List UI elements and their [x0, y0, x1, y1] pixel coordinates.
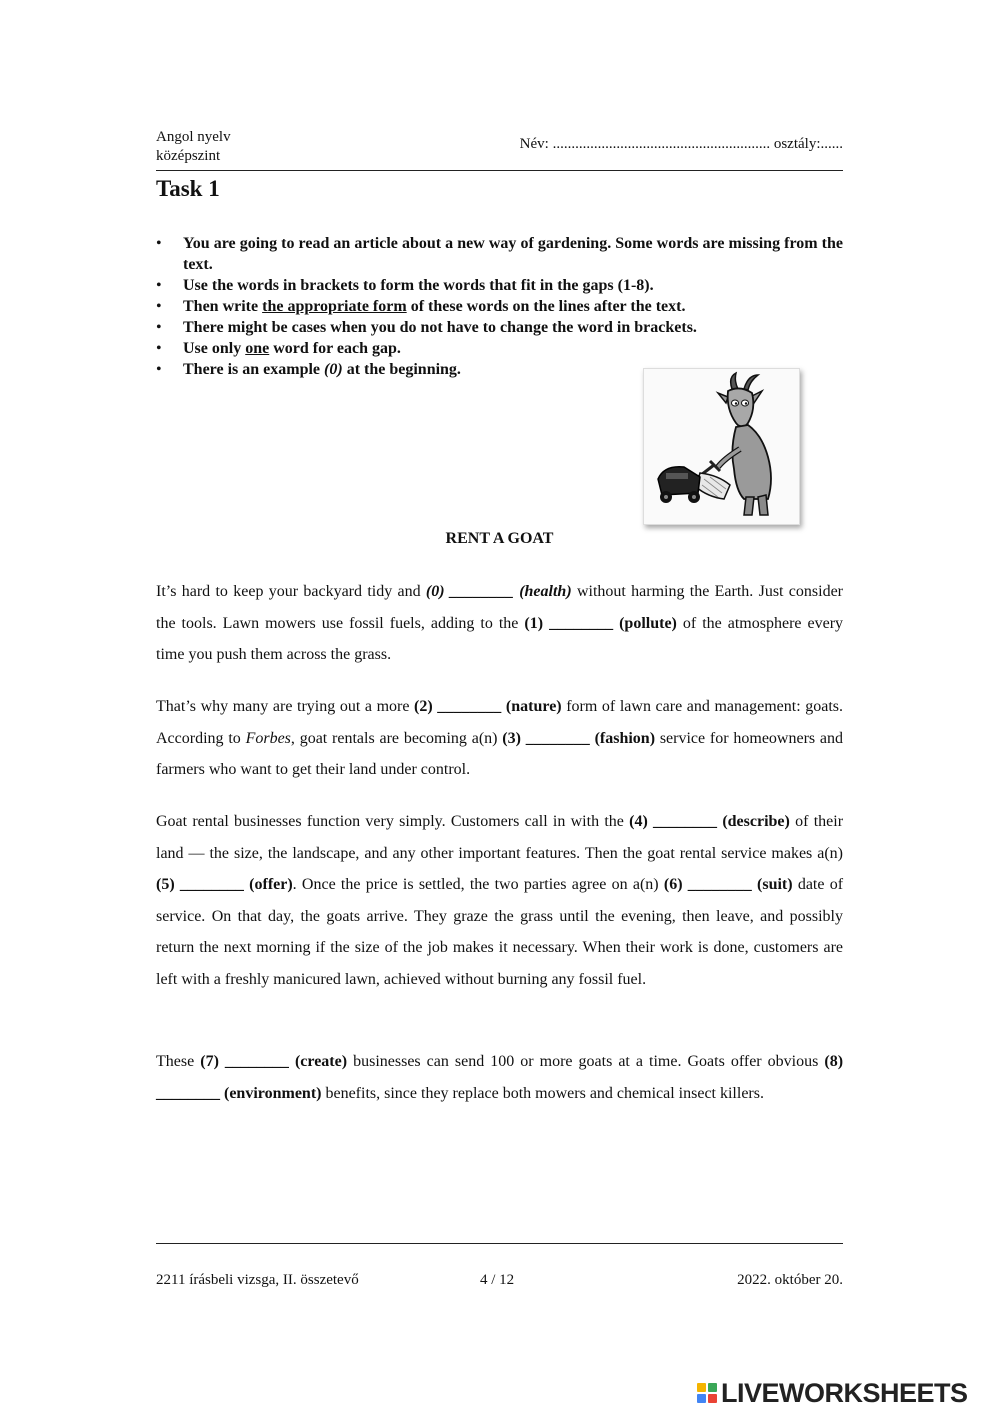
logo-square [697, 1394, 706, 1403]
footer-exam-code: 2211 írásbeli vizsga, II. összetevő [156, 1272, 359, 1288]
article-title: RENT A GOAT [445, 530, 554, 547]
footer-page-number: 4 / 12 [480, 1272, 515, 1288]
gap-6: (6) ________ [663, 876, 752, 893]
cue-word-0: (health) [519, 583, 572, 600]
footer-rule [156, 1243, 843, 1244]
logo-square [697, 1383, 706, 1392]
cue-word-8: (environment) [224, 1084, 322, 1102]
logo-text: LIVEWORKSHEETS [721, 1377, 968, 1408]
cue-word-2: (nature) [505, 698, 562, 715]
goat-mower-illustration [643, 368, 800, 525]
cue-word-7: (create) [294, 1053, 348, 1070]
instruction-list [156, 233, 843, 380]
subject-line-2: középszint [156, 148, 221, 164]
gap-4: (4) ________ [629, 813, 718, 830]
gap-2: (2) ________ [414, 698, 502, 715]
cue-word-5: (offer) [249, 876, 293, 893]
subject-line-1: Angol nyelv [156, 129, 231, 145]
logo-square [708, 1383, 717, 1392]
footer-date: 2022. október 20. [737, 1272, 843, 1288]
forbes-label: Forbes [245, 729, 291, 747]
logo-mark-icon [697, 1383, 717, 1403]
gap-1: (1) ________ [524, 614, 614, 632]
instruction-item: • Use the words in brackets to form the words that fit in the gaps (1-8). [156, 275, 843, 296]
instruction-item: • There might be cases when you do not have to change the word in brackets. [156, 317, 843, 338]
paragraph-1: It’s hard to keep your backyard tidy and (0) ________ (health) without harming the Earth. Just consider the tools. Lawn mowers use fossil fuels, adding to the (1) ________ (pollute) of the atmosphere every time you push them across the grass. [156, 583, 844, 663]
gap-8: (8) ________ [156, 1053, 844, 1102]
instruction-item: • You are going to read an article about a new way of gardening. Some words are missing from the text. [156, 233, 843, 275]
paragraph-3: Goat rental businesses function very simply. Customers call in with the (4) ________ (describe) of their land — the size, the landscape, and any other important features. Then the goat rental service makes a(n) (5) ________ (offer). Once the price is settled, the two parties agree on a(n) (6) ________ (suit) date of service. On that day, the goats arrive. They graze the grass until the evening, then leave, and possibly return the next morning if the size of the job makes it necessary. When their work is done, customers are left with a freshly manicured lawn, achieved without burning any fossil fuel. [156, 813, 844, 988]
task-title: Task 1 [156, 176, 220, 201]
paragraph-2: That’s why many are trying out a more (2) ________ (nature) form of lawn care and management: goats. According to Forbes, goat rentals are becoming a(n) (3) ________ (fashion) service for homeowners and farmers who want to get their land under control. [156, 698, 844, 778]
goat-illustration-icon [644, 369, 799, 524]
gap-7: (7) ________ [200, 1053, 289, 1070]
instruction-item: • There is an example (0) at the beginning. [156, 359, 843, 380]
cue-word-4: (describe) [722, 813, 790, 830]
gap-3: (3) ________ [502, 729, 590, 747]
cue-word-1: (pollute) [619, 614, 677, 632]
cue-word-6: (suit) [757, 876, 793, 893]
cue-word-3: (fashion) [594, 729, 656, 747]
gap-5: (5) ________ [156, 876, 244, 893]
logo-square [708, 1394, 717, 1403]
page-header [156, 128, 843, 171]
instruction-item: • Then write the appropriate form of these words on the lines after the text. [156, 296, 843, 317]
name-class-field: Név: .......................................................... osztály:...... [519, 136, 843, 152]
subject-label [156, 128, 231, 166]
gap-0: (0) ________ [425, 583, 514, 600]
paragraph-4: These (7) ________ (create) businesses can send 100 or more goats at a time. Goats offer obvious (8) ________ (environment) benefits, since they replace both mowers and chemical insect killers. [156, 1053, 844, 1102]
liveworksheets-logo [697, 1378, 968, 1408]
instruction-item: • Use only one word for each gap. [156, 338, 843, 359]
